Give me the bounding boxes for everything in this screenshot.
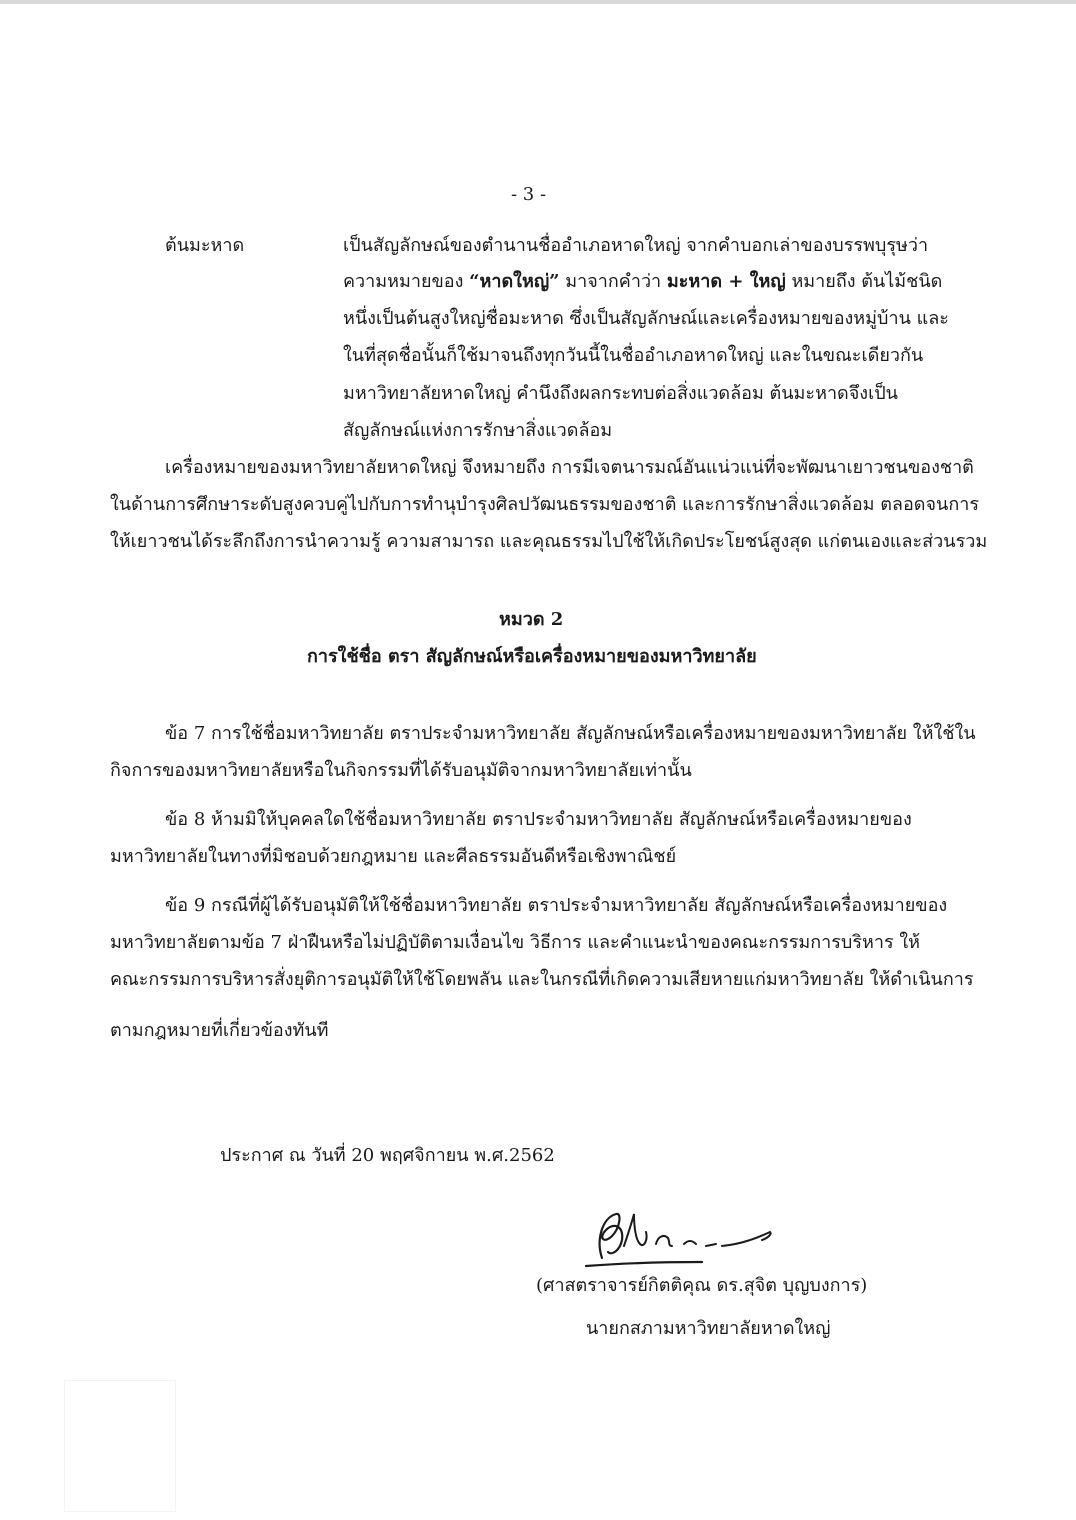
clause-line: ตามกฎหมายที่เกี่ยวข้องทันที: [110, 1020, 329, 1041]
clause-line: ข้อ 7 การใช้ชื่อมหาวิทยาลัย ตราประจำมหาวิทยาลัย สัญลักษณ์หรือเครื่องหมายของมหาวิทยาลัย ให้ใช้ใน: [165, 723, 976, 744]
definition-line: เป็นสัญลักษณ์ของตำนานชื่ออำเภอหาดใหญ่ จากคำบอกเล่าของบรรพบุรุษว่า: [343, 235, 929, 256]
definition-line: [343, 273, 942, 291]
clause-line: มหาวิทยาลัยในทางที่มิชอบด้วยกฎหมาย และศีลธรรมอันดีหรือเชิงพาณิชย์: [110, 846, 677, 867]
clause-line: ข้อ 8 ห้ามมิให้บุคคลใดใช้ชื่อมหาวิทยาลัย ตราประจำมหาวิทยาลัย สัญลักษณ์หรือเครื่องหมายของ: [165, 809, 912, 830]
summary-line: ให้เยาวชนได้ระลึกถึงการนำความรู้ ความสามารถ และคุณธรรมไปใช้ให้เกิดประโยชน์สูงสุด แก่ตนเองและส่วนรวม: [110, 531, 988, 552]
definition-line: ในที่สุดชื่อนั้นก็ใช้มาจนถึงทุกวันนี้ในชื่ออำเภอหาดใหญ่ และในขณะเดียวกัน: [343, 345, 924, 366]
summary-line: ในด้านการศึกษาระดับสูงควบคู่ไปกับการทำนุบำรุงศิลปวัฒนธรรมของชาติ และการรักษาสิ่งแวดล้อม ตลอดจนการ: [110, 494, 979, 515]
scan-edge: [0, 0, 1076, 4]
definition-emphasis: “หาดใหญ่”: [469, 271, 560, 292]
clause-line: ข้อ 9 กรณีที่ผู้ได้รับอนุมัติให้ใช้ชื่อมหาวิทยาลัย ตราประจำมหาวิทยาลัย สัญลักษณ์หรือเครื่องหมายของ: [165, 895, 948, 916]
stamp-ghost: [64, 1380, 176, 1512]
definition-term: ต้นมะหาด: [165, 235, 245, 256]
summary-line: เครื่องหมายของมหาวิทยาลัยหาดใหญ่ จึงหมายถึง การมีเจตนารมณ์อันแน่วแน่ที่จะพัฒนาเยาวชนของชาติ: [165, 457, 974, 478]
definition-line: สัญลักษณ์แห่งการรักษาสิ่งแวดล้อม: [343, 420, 613, 441]
clause-line: คณะกรรมการบริหารสั่งยุติการอนุมัติให้ใช้โดยพลัน และในกรณีที่เกิดความเสียหายแก่มหาวิทยาลัย ให้ดำเนินการ: [110, 969, 974, 990]
definition-line: หนึ่งเป็นต้นสูงใหญ่ชื่อมะหาด ซึ่งเป็นสัญลักษณ์และเครื่องหมายของหมู่บ้าน และ: [343, 308, 949, 329]
clause-line: มหาวิทยาลัยตามข้อ 7 ฝ่าฝืนหรือไม่ปฏิบัติตามเงื่อนไข วิธีการ และคำแนะนำของคณะกรรมการบริหาร ให้: [110, 932, 921, 953]
page-number: - 3 -: [511, 184, 547, 205]
announcement-date: ประกาศ ณ วันที่ 20 พฤศจิกายน พ.ศ.2562: [220, 1145, 555, 1166]
definition-text: มาจากคำว่า: [565, 271, 662, 292]
chapter-number: หมวด 2: [499, 609, 564, 630]
definition-line: มหาวิทยาลัยหาดใหญ่ คำนึงถึงผลกระทบต่อสิ่งแวดล้อม ต้นมะหาดจึงเป็น: [343, 383, 898, 404]
signatory-position: นายกสภามหาวิทยาลัยหาดใหญ่: [586, 1318, 831, 1339]
chapter-title: การใช้ชื่อ ตรา สัญลักษณ์หรือเครื่องหมายของมหาวิทยาลัย: [307, 646, 757, 667]
signatory-name: (ศาสตราจารย์กิตติคุณ ดร.สุจิต บุญบงการ): [536, 1275, 868, 1296]
definition-text: ความหมายของ: [343, 271, 464, 292]
clause-line: กิจการของมหาวิทยาลัยหรือในกิจกรรมที่ได้รับอนุมัติจากมหาวิทยาลัยเท่านั้น: [110, 760, 692, 781]
definition-text: หมายถึง ต้นไม้ชนิด: [791, 271, 943, 292]
signature: [572, 1200, 802, 1280]
definition-emphasis: มะหาด + ใหญ่: [666, 271, 786, 292]
